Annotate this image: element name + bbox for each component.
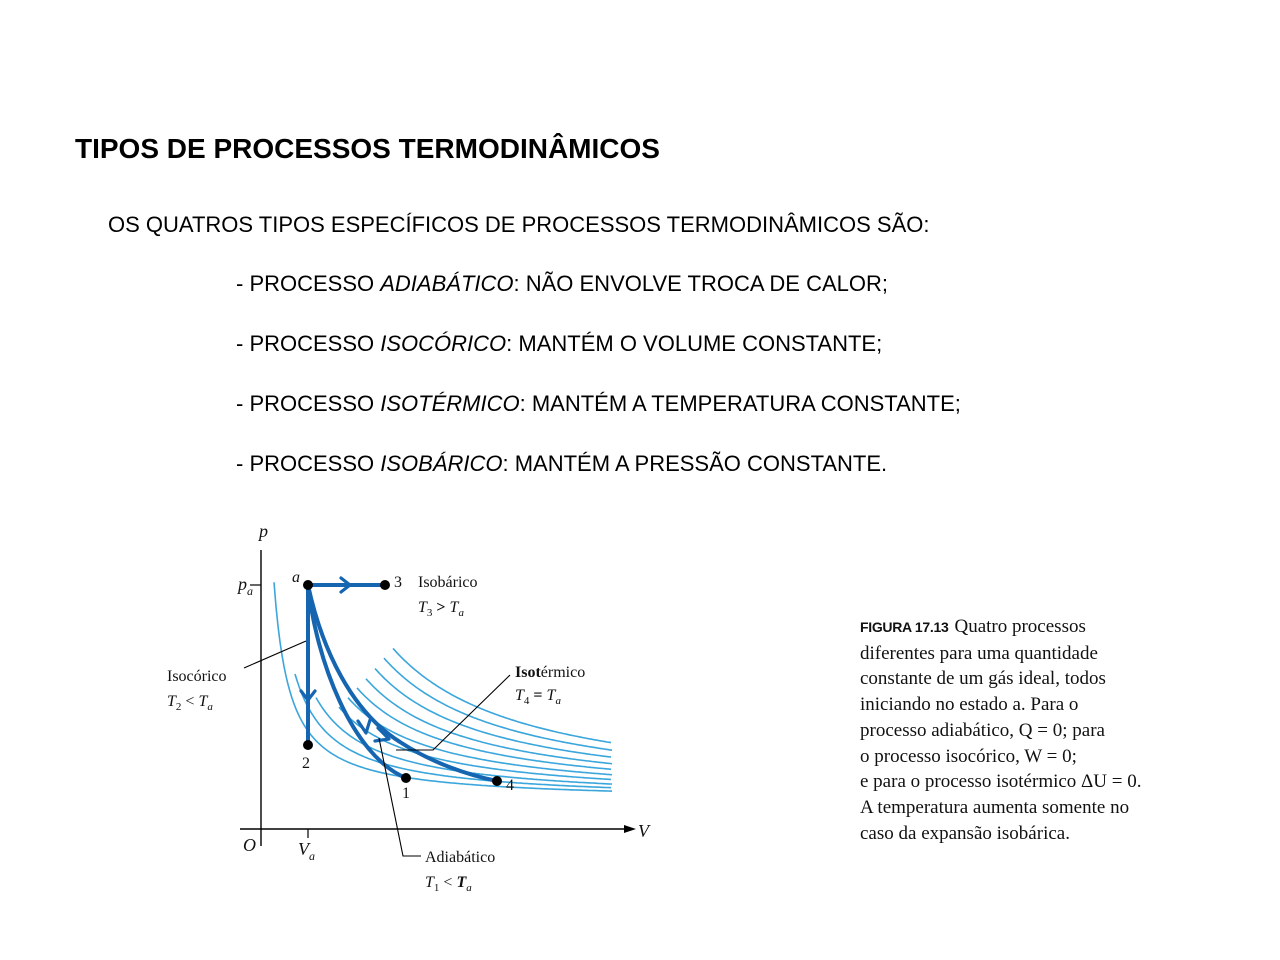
v-axis-arrow-icon (624, 825, 636, 833)
item-prefix: - PROCESSO (236, 391, 381, 416)
item-desc: : MANTÉM A PRESSÃO CONSTANTE. (502, 451, 888, 476)
origin-label: O (243, 835, 256, 855)
state-4-label: 4 (506, 777, 514, 794)
process-labels (167, 574, 585, 894)
adiabatic-condition: $T_1 < T_a$ (425, 874, 472, 894)
isochoric-leader (244, 641, 306, 668)
caption-line: A temperatura aumenta somente no (860, 796, 1130, 818)
adiabatic-path (308, 585, 406, 778)
isotherm-curve (366, 679, 612, 764)
item-desc: : NÃO ENVOLVE TROCA DE CALOR; (513, 271, 889, 296)
isothermal-condition: $T_4 = T_a$ (515, 687, 561, 707)
state-3-label: 3 (394, 574, 402, 591)
item-name: ADIABÁTICO (380, 271, 514, 296)
caption-line: processo adiabático, Q = 0; para (860, 719, 1105, 741)
pa-label: $p_a$ (238, 574, 253, 598)
state-1-label: 1 (402, 785, 410, 802)
point-a (303, 580, 313, 590)
axis-p-label: p (259, 521, 268, 541)
item-name: ISOCÓRICO (380, 331, 507, 356)
isobaric-condition: $T_3 > T_a$ (418, 599, 464, 619)
figure-caption (860, 614, 1200, 846)
intro-text: OS QUATROS TIPOS ESPECÍFICOS DE PROCESSOS TERMODINÂMICOS SÃO: (108, 212, 930, 237)
caption-line: caso da expansão isobárica. (860, 822, 1070, 844)
caption-line: FIGURA 17.13 Quatro processos (860, 616, 1086, 637)
va-label: $V_a$ (298, 839, 315, 863)
figure-label: FIGURA 17.13 (860, 619, 949, 635)
caption-line: iniciando no estado a. Para o (860, 694, 1079, 716)
adiabatic-label: Adiabático (425, 849, 496, 866)
axes (240, 550, 636, 846)
process-paths (308, 585, 497, 781)
adiabatic-leader (379, 738, 421, 856)
point-4 (492, 776, 502, 786)
state-2-label: 2 (302, 755, 310, 772)
page-title: TIPOS DE PROCESSOS TERMODINÂMICOS (75, 133, 660, 164)
item-prefix: - PROCESSO (236, 451, 381, 476)
item-name: ISOTÉRMICO (380, 391, 520, 416)
item-name: ISOBÁRICO (380, 451, 503, 476)
item-prefix: - PROCESSO (236, 271, 381, 296)
caption-line: o processo isocórico, W = 0; (860, 745, 1077, 767)
caption-line: constante de um gás ideal, todos (860, 668, 1106, 690)
isothermal-path (308, 585, 497, 781)
point-1 (401, 773, 411, 783)
isotherm-curve (393, 648, 611, 742)
isochoric-condition: $T_2 < T_a$ (167, 693, 213, 713)
item-prefix: - PROCESSO (236, 331, 381, 356)
adiabatic-arrow-icon (358, 720, 370, 733)
isothermal-label: Isotérmico (515, 664, 586, 681)
isochoric-label: Isocórico (167, 668, 227, 685)
item-desc: : MANTÉM A TEMPERATURA CONSTANTE; (519, 391, 961, 416)
axis-v-label: V (638, 821, 649, 841)
point-2 (303, 740, 313, 750)
isobaric-label: Isobárico (418, 574, 478, 591)
point-3 (380, 580, 390, 590)
caption-line: e para o processo isotérmico ΔU = 0. (860, 771, 1142, 793)
state-a-label: a (292, 569, 300, 586)
item-desc: : MANTÉM O VOLUME CONSTANTE; (506, 331, 883, 356)
caption-line: diferentes para uma quantidade (860, 642, 1098, 664)
